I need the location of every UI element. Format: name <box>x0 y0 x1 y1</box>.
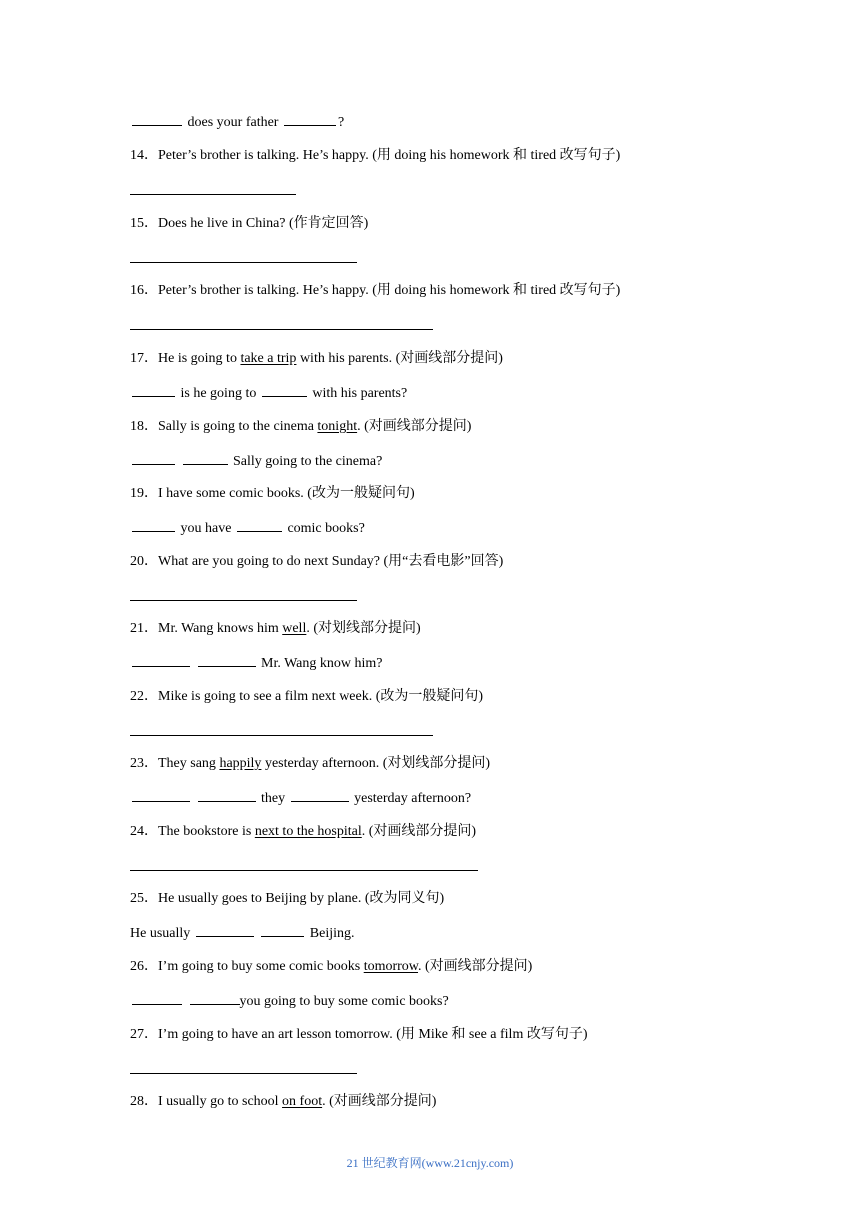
answer-line-14[interactable] <box>130 194 296 195</box>
question-24: 24．The bookstore is next to the hospital. (对画线部分提问) <box>130 824 477 839</box>
blank[interactable] <box>196 924 254 937</box>
blank[interactable] <box>198 654 256 667</box>
answer-line-24[interactable] <box>130 870 478 871</box>
blank[interactable] <box>190 992 240 1005</box>
question-17: 17．He is going to take a trip with his parents. (对画线部分提问) <box>130 351 503 366</box>
question-16: 16．Peter’s brother is talking. He’s happy. (用 doing his homework 和 tired 改写句子) <box>130 283 621 298</box>
answer-line-20[interactable] <box>130 600 357 601</box>
page-footer: 21 世纪教育网(www.21cnjy.com) <box>346 1156 514 1170</box>
blank[interactable] <box>132 519 175 532</box>
question-21: 21．Mr. Wang knows him well. (对划线部分提问) <box>130 621 421 636</box>
question-23: 23．They sang happily yesterday afternoon. (对划线部分提问) <box>130 756 491 771</box>
answer-line-16[interactable] <box>130 329 433 330</box>
answer-25: He usually Beijing. <box>130 926 355 941</box>
blank[interactable] <box>262 384 307 397</box>
answer-line-15[interactable] <box>130 262 357 263</box>
question-18: 18．Sally is going to the cinema tonight. (对画线部分提问) <box>130 419 472 434</box>
answer-26: you going to buy some comic books? <box>130 992 449 1011</box>
answer-17: is he going to with his parents? <box>130 384 407 403</box>
blank[interactable] <box>237 519 282 532</box>
blank[interactable] <box>132 113 182 126</box>
blank[interactable] <box>261 924 304 937</box>
blank[interactable] <box>132 452 175 465</box>
blank[interactable] <box>291 789 349 802</box>
blank[interactable] <box>132 992 182 1005</box>
question-26: 26．I’m going to buy some comic books tomorrow. (对画线部分提问) <box>130 959 533 974</box>
answer-21: Mr. Wang know him? <box>130 654 383 673</box>
question-20: 20．What are you going to do next Sunday? (用“去看电影”回答) <box>130 554 504 569</box>
question-27: 27．I’m going to have an art lesson tomorrow. (用 Mike 和 see a film 改写句子) <box>130 1027 588 1042</box>
answer-line-22[interactable] <box>130 735 433 736</box>
answer-line-27[interactable] <box>130 1073 357 1074</box>
question-15: 15．Does he live in China? (作肯定回答) <box>130 216 369 231</box>
blank[interactable] <box>284 113 336 126</box>
answer-23: they yesterday afternoon? <box>130 789 471 808</box>
blank[interactable] <box>198 789 256 802</box>
answer-19: you have comic books? <box>130 519 365 538</box>
blank[interactable] <box>132 384 175 397</box>
blank[interactable] <box>132 654 190 667</box>
question-22: 22．Mike is going to see a film next week. (改为一般疑问句) <box>130 689 484 704</box>
blank[interactable] <box>183 452 228 465</box>
answer-13: does your father ? <box>130 113 344 132</box>
question-19: 19．I have some comic books. (改为一般疑问句) <box>130 486 415 501</box>
question-28: 28．I usually go to school on foot. (对画线部分提问) <box>130 1094 437 1109</box>
answer-18: Sally going to the cinema? <box>130 452 382 471</box>
blank[interactable] <box>132 789 190 802</box>
question-14: 14．Peter’s brother is talking. He’s happy. (用 doing his homework 和 tired 改写句子) <box>130 148 621 163</box>
question-25: 25．He usually goes to Beijing by plane. (改为同义句) <box>130 891 445 906</box>
